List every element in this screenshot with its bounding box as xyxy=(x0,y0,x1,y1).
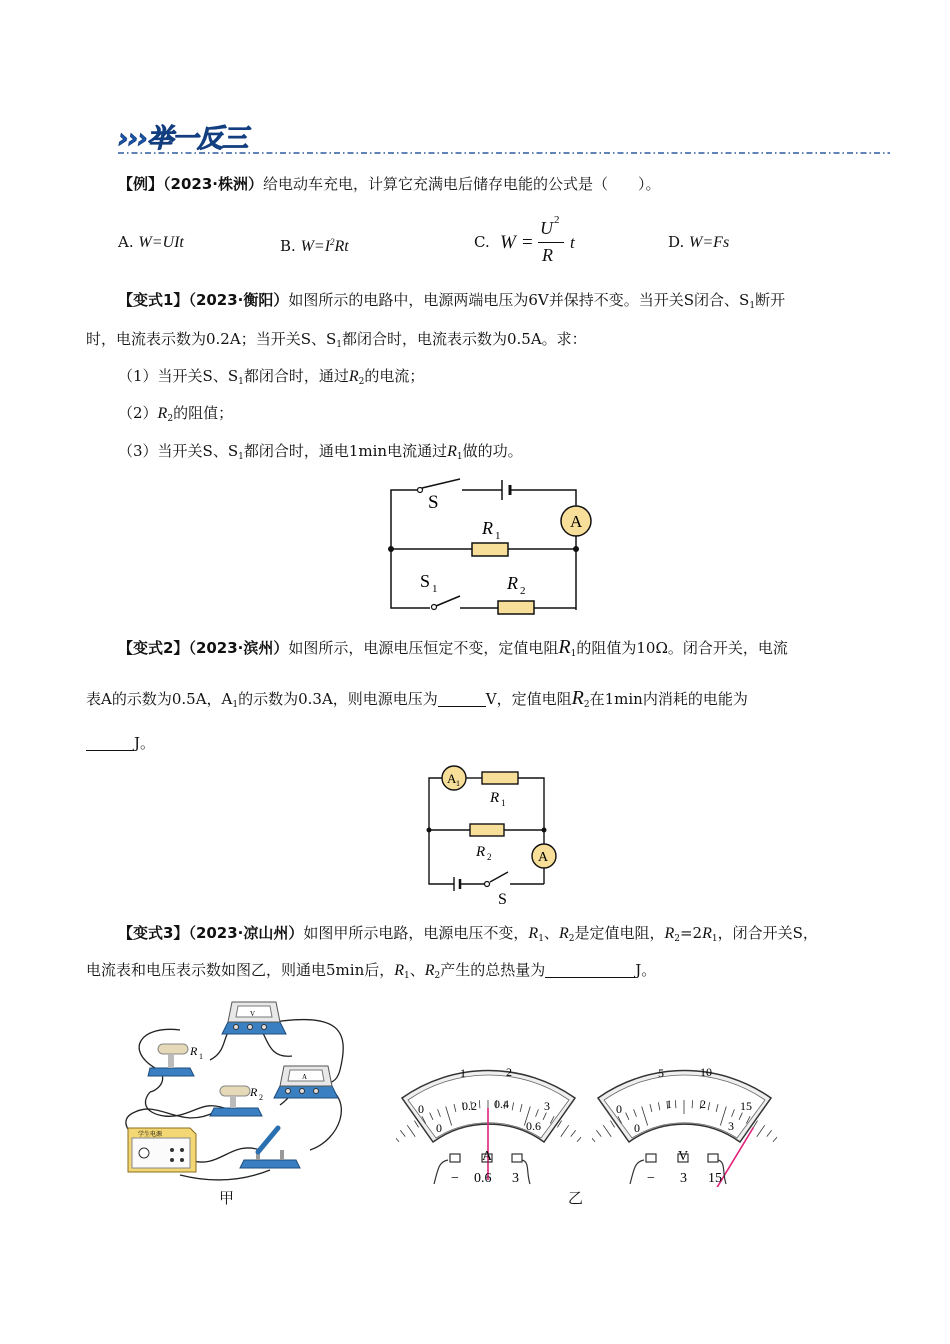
fraction-bar xyxy=(538,242,564,243)
label-s: S xyxy=(428,492,439,513)
junction-right xyxy=(573,546,579,552)
scale-tick xyxy=(407,1125,415,1137)
option-b: B. $W=I^2Rt$ xyxy=(280,237,349,255)
svg-text:2: 2 xyxy=(520,585,526,597)
svg-text:0: 0 xyxy=(436,1121,442,1135)
svg-text:1: 1 xyxy=(495,530,501,542)
svg-text:2: 2 xyxy=(259,1093,263,1102)
svg-text:0.2: 0.2 xyxy=(462,1099,477,1113)
svg-text:2: 2 xyxy=(506,1065,512,1079)
option-d: D. W=Fs xyxy=(668,233,730,251)
scale-tick xyxy=(767,1130,772,1136)
label-r2: R xyxy=(476,844,486,860)
svg-text:V: V xyxy=(250,1010,256,1018)
svg-text:5: 5 xyxy=(658,1066,664,1080)
voltmeter-unit: V xyxy=(678,1149,689,1164)
label-a: A xyxy=(570,512,583,531)
junction-left xyxy=(427,828,432,833)
svg-text:3: 3 xyxy=(544,1099,550,1113)
svg-text:1: 1 xyxy=(199,1052,203,1061)
svg-text:0: 0 xyxy=(616,1102,622,1116)
svg-text:1: 1 xyxy=(501,798,506,808)
svg-text:10: 10 xyxy=(700,1065,712,1079)
svg-text:15: 15 xyxy=(740,1099,752,1113)
label-s1: S xyxy=(420,571,431,591)
figure-yi-voltmeter-terminals xyxy=(626,1150,746,1186)
circuit-diagram-1 xyxy=(380,476,600,616)
scale-tick xyxy=(577,1136,581,1142)
svg-text:1: 1 xyxy=(432,583,438,595)
resistor-r2 xyxy=(498,601,534,614)
example-source: （2023·株洲） xyxy=(163,175,263,193)
variant1-question3: （3）当开关S、$S_1$都闭合时，通电1min电流通过$R_1$做的功。 xyxy=(118,442,523,462)
scale-tick xyxy=(571,1130,576,1136)
svg-text:0: 0 xyxy=(634,1121,640,1135)
junction-left xyxy=(388,546,394,552)
variant2-line2: 表A的示数为0.5A，$A_1$的示数为0.3A，则电源电压为 V，定值电阻$R_2$在1min内消耗的电能为 xyxy=(86,687,748,710)
svg-text:学生电源: 学生电源 xyxy=(138,1132,163,1138)
svg-text:1: 1 xyxy=(456,779,460,788)
banner-arrows: ››› xyxy=(118,124,148,154)
answer-blank-voltage[interactable] xyxy=(438,690,486,707)
resistor-r2 xyxy=(470,824,504,836)
option-a-formula: W=UIt xyxy=(138,234,184,251)
variant1-line1: 【变式1】（2023·衡阳）如图所示的电路中，电源两端电压为6V并保持不变。当开关S闭合、$S_1$断开 xyxy=(118,291,786,311)
label-r1: R xyxy=(490,790,500,806)
example-tag: 【例】 xyxy=(118,175,164,193)
answer-blank-energy[interactable] xyxy=(86,734,134,751)
svg-text:2: 2 xyxy=(700,1097,706,1111)
scale-tick xyxy=(603,1125,611,1137)
scale-tick xyxy=(561,1125,569,1137)
figure-label-yi: 乙 xyxy=(568,1189,584,1207)
label-a: A xyxy=(538,850,549,865)
scale-tick xyxy=(773,1136,777,1142)
label-s: S xyxy=(498,891,507,908)
variant3-line1: 【变式3】（2023·凉山州）如图甲所示电路，电源电压不变，$R_1$、$R_2$是定值电阻，$R_2=2R_1$，闭合开关S， xyxy=(118,924,818,944)
example-question xyxy=(118,174,660,194)
resistor-r1 xyxy=(482,772,518,784)
figure-yi-ammeter-terminals xyxy=(430,1150,550,1186)
figure-label-jia: 甲 xyxy=(219,1189,235,1207)
answer-blank-heat[interactable] xyxy=(545,961,635,978)
option-c: C. xyxy=(474,233,490,251)
resistor-r1 xyxy=(472,543,508,556)
power-supply-device xyxy=(128,1128,196,1172)
svg-text:−: − xyxy=(451,1171,459,1186)
svg-text:0.4: 0.4 xyxy=(494,1097,509,1111)
scale-tick xyxy=(596,1130,601,1136)
variant2-line3: J。 xyxy=(86,733,155,753)
option-a: A. W=UIt xyxy=(118,233,184,251)
svg-text:A: A xyxy=(302,1073,308,1081)
option-d-formula: W=Fs xyxy=(689,234,730,251)
svg-text:3: 3 xyxy=(680,1171,687,1186)
scale-tick xyxy=(592,1136,595,1142)
svg-text:3: 3 xyxy=(512,1171,519,1186)
figure-jia-setup xyxy=(120,1000,360,1185)
svg-text:R: R xyxy=(250,1085,258,1099)
svg-text:0.6: 0.6 xyxy=(526,1119,541,1133)
svg-text:3: 3 xyxy=(728,1119,734,1133)
label-r2: R xyxy=(507,573,518,593)
junction-right xyxy=(542,828,547,833)
resistor-r1-device xyxy=(148,1044,203,1076)
switch-s-contact xyxy=(485,882,490,887)
banner-divider xyxy=(118,150,890,156)
variant1-question1: （1）当开关S、$S_1$都闭合时，通过$R_2$的电流； xyxy=(118,367,425,387)
banner-title: 举一反三 xyxy=(147,124,248,154)
scale-tick xyxy=(757,1125,765,1137)
variant1-line2: 时，电流表示数为0.2A；当开关S、$S_1$都闭合时，电流表示数为0.5A。求： xyxy=(86,330,587,350)
circuit-diagram-2 xyxy=(418,764,568,914)
svg-text:2: 2 xyxy=(487,852,492,862)
switch-s1-contact xyxy=(432,605,437,610)
resistor-r2-device xyxy=(210,1085,263,1116)
option-b-formula: $W=I^2Rt$ xyxy=(300,237,349,255)
ammeter-unit: A xyxy=(482,1149,493,1164)
option-c-formula: W = U 2 R t xyxy=(500,214,575,265)
svg-text:15: 15 xyxy=(708,1171,722,1186)
scale-tick xyxy=(396,1136,399,1142)
svg-text:−: − xyxy=(647,1171,655,1186)
svg-text:0.6: 0.6 xyxy=(474,1171,492,1186)
variant3-line2: 电流表和电压表示数如图乙，则通电5min后，$R_1$、$R_2$产生的总热量为 J。 xyxy=(86,961,657,981)
svg-text:1: 1 xyxy=(460,1066,466,1080)
variant2-line1: 【变式2】（2023·滨州）如图所示，电源电压恒定不变，定值电阻$R_1$的阻值为10Ω。闭合开关，电流 xyxy=(118,636,788,659)
label-a1: A xyxy=(447,771,457,786)
example-text: 给电动车充电，计算它充满电后储存电能的公式是（ ）。 xyxy=(262,175,661,193)
svg-text:1: 1 xyxy=(666,1097,672,1111)
switch-s-contact xyxy=(418,488,423,493)
variant1-question2: $(2)R_2$的阻值； xyxy=(118,404,234,424)
voltmeter-device xyxy=(222,1002,286,1034)
scale-tick xyxy=(400,1130,405,1136)
svg-text:R: R xyxy=(190,1044,198,1058)
ammeter-device xyxy=(274,1066,338,1098)
label-r1: R xyxy=(482,518,493,538)
svg-text:0: 0 xyxy=(418,1102,424,1116)
